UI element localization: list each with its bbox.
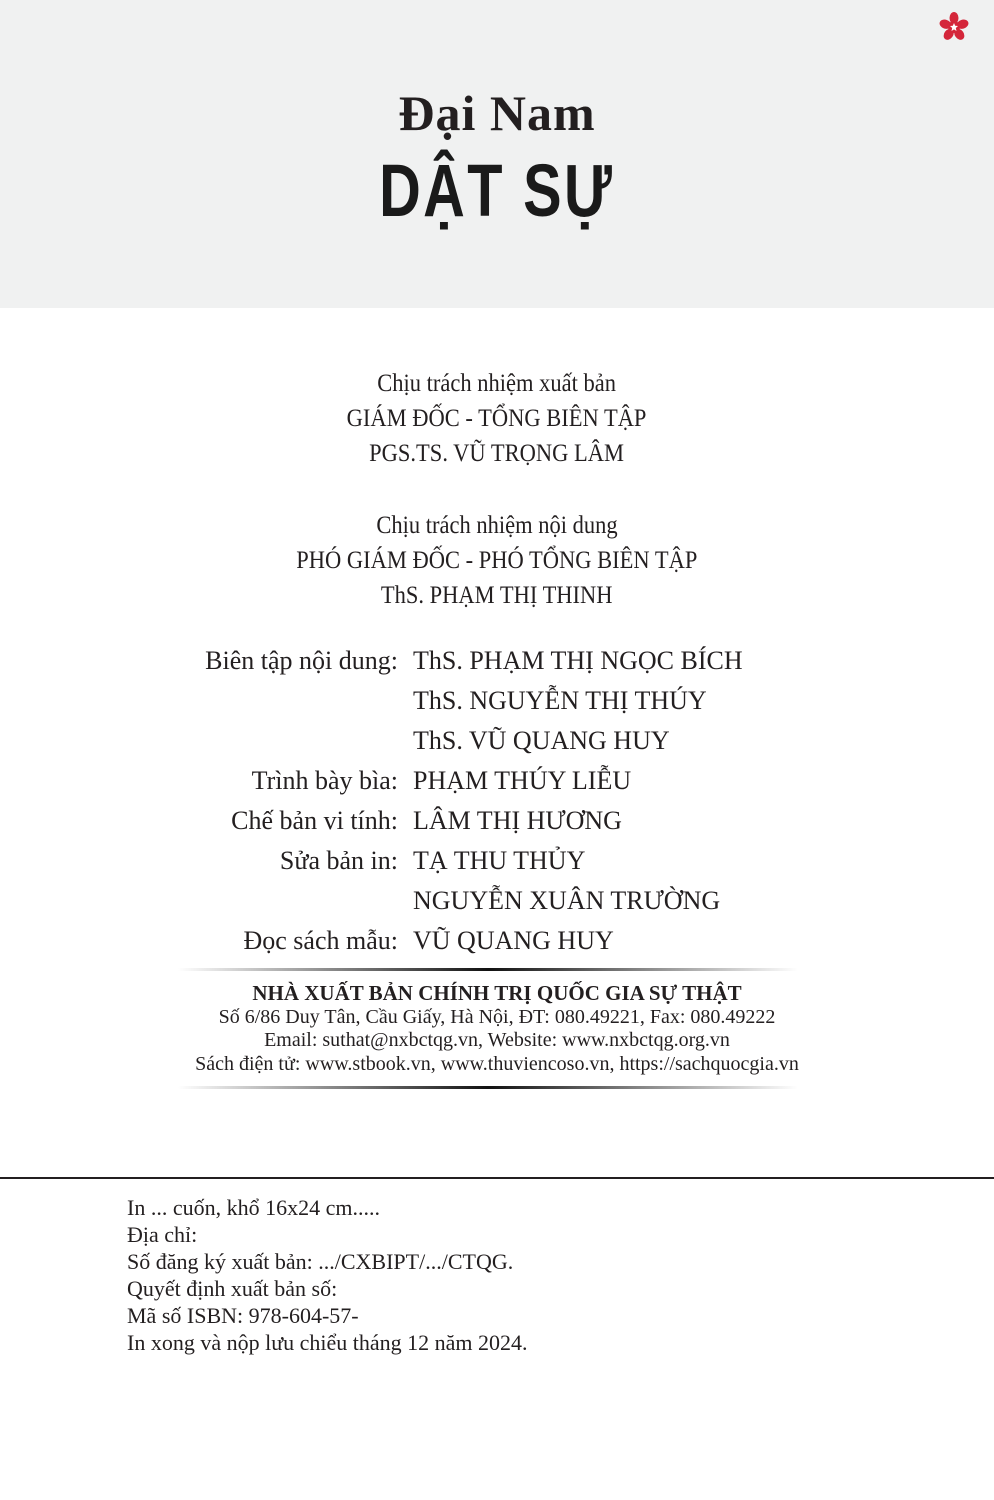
credit-value: VŨ QUANG HUY bbox=[413, 926, 614, 955]
credit-label: Trình bày bìa: bbox=[251, 766, 398, 795]
print-line: Mã số ISBN: 978-604-57- bbox=[127, 1303, 359, 1328]
publisher-address: Số 6/86 Duy Tân, Cầu Giấy, Hà Nội, ĐT: 080.49221, Fax: 080.49222 bbox=[218, 1005, 776, 1028]
publisher-contact: Email: suthat@nxbctqg.vn, Website: www.nxbctqg.org.vn bbox=[264, 1029, 730, 1051]
credit-label: Chế bản vi tính: bbox=[231, 806, 398, 835]
credit-value: ThS. NGUYỄN THỊ THÚY bbox=[413, 686, 707, 715]
divider-bottom bbox=[178, 1086, 798, 1089]
credit-label: Biên tập nội dung: bbox=[205, 646, 398, 675]
print-line: Số đăng ký xuất bản: .../CXBIPT/.../CTQG. bbox=[127, 1249, 514, 1274]
divider-top bbox=[178, 968, 798, 971]
credit-value: PHẠM THÚY LIỄU bbox=[413, 766, 632, 795]
credit-label: Đọc sách mẫu: bbox=[243, 926, 398, 955]
print-line: Địa chỉ: bbox=[127, 1222, 198, 1247]
content-responsibility: Chịu trách nhiệm nội dung PHÓ GIÁM ĐỐC - PHÓ TỔNG BIÊN TẬP ThS. PHẠM THỊ THINH bbox=[296, 512, 698, 609]
print-line: Quyết định xuất bản số: bbox=[127, 1276, 338, 1301]
printing-info bbox=[127, 1194, 528, 1356]
book-title-line1: Đại Nam bbox=[398, 85, 596, 141]
credit-value: ThS. PHẠM THỊ NGỌC BÍCH bbox=[413, 646, 743, 675]
print-line: In xong và nộp lưu chiểu tháng 12 năm 2024. bbox=[127, 1330, 528, 1355]
credits-list bbox=[0, 641, 994, 961]
credit-value: LÂM THỊ HƯƠNG bbox=[413, 806, 622, 835]
publisher-logo-icon bbox=[939, 12, 969, 42]
publisher-info bbox=[0, 982, 994, 1076]
credit-value: ThS. VŨ QUANG HUY bbox=[413, 726, 670, 755]
publishing-responsibility: Chịu trách nhiệm xuất bản GIÁM ĐỐC - TỔNG BIÊN TẬP PGS.TS. VŨ TRỌNG LÂM bbox=[347, 370, 647, 467]
publisher-ebooks: Sách điện tử: www.stbook.vn, www.thuviencoso.vn, https://sachquocgia.vn bbox=[195, 1052, 799, 1075]
credit-value: TẠ THU THỦY bbox=[413, 846, 586, 875]
print-line: In ... cuốn, khổ 16x24 cm..... bbox=[127, 1195, 380, 1220]
page-rule bbox=[0, 1177, 994, 1179]
publisher-name: NHÀ XUẤT BẢN CHÍNH TRỊ QUỐC GIA SỰ THẬT bbox=[252, 981, 742, 1005]
credit-value: NGUYỄN XUÂN TRƯỜNG bbox=[413, 886, 721, 915]
book-title-line2: DẬT SỰ bbox=[379, 149, 615, 232]
credit-label: Sửa bản in: bbox=[279, 846, 398, 875]
